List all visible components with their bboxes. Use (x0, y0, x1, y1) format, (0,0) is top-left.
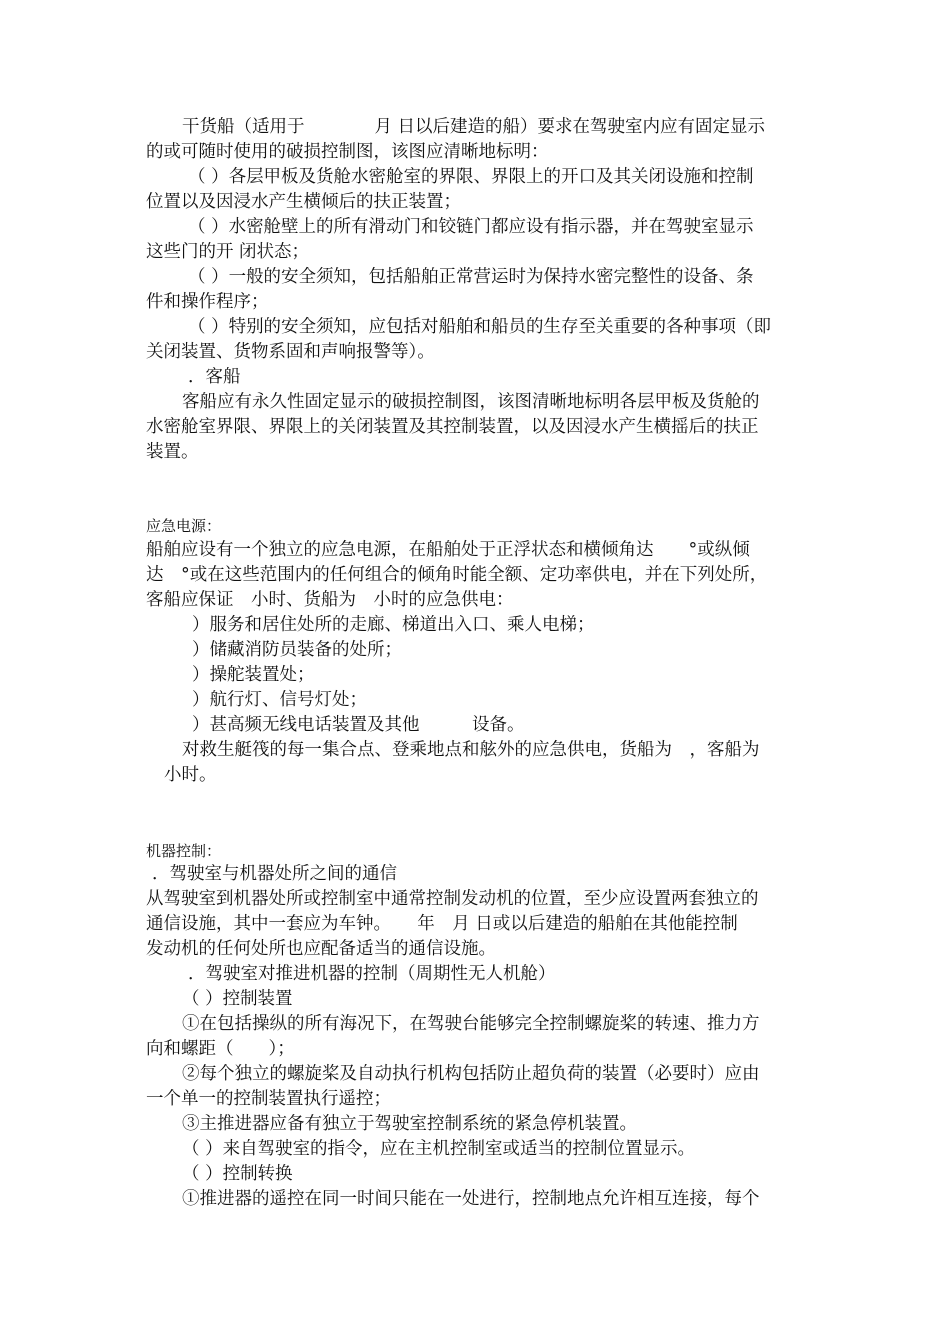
subheading: ．客船 (188, 367, 241, 387)
paragraph-line: 向和螺距（ ）； (146, 1039, 295, 1059)
paragraph-line: 件和操作程序； (146, 292, 269, 312)
list-item: （ ）各层甲板及货舱水密舱室的界限、界限上的开口及其关闭设施和控制 (188, 167, 754, 187)
paragraph-line: 水密舱室界限、界限上的关闭装置及其控制装置，以及因浸水产生横摇后的扶正 (146, 417, 759, 437)
paragraph-line: 干货船（适用于 月 日以后建造的船）要求在驾驶室内应有固定显示 (182, 117, 766, 137)
paragraph-line: 发动机的任何处所也应配备适当的通信设施。 (146, 939, 496, 959)
list-item: ①在包括操纵的所有海况下，在驾驶台能够完全控制螺旋桨的转速、推力方 (182, 1014, 760, 1034)
paragraph-line: 船舶应设有一个独立的应急电源，在船舶处于正浮状态和横倾角达 °或纵倾 (146, 540, 750, 560)
paragraph-line: 位置以及因浸水产生横倾后的扶正装置； (146, 192, 461, 212)
subheading: ．驾驶室对推进机器的控制（周期性无人机舱） (188, 964, 556, 984)
list-item: ②每个独立的螺旋桨及自动执行机构包括防止超负荷的装置（必要时）应由 (182, 1064, 760, 1084)
paragraph-line: 客船应保证 小时、货船为 小时的应急供电： (146, 590, 514, 610)
list-item: （ ）水密舱壁上的所有滑动门和铰链门都应设有指示器，并在驾驶室显示 (188, 217, 754, 237)
list-item: ）甚高频无线电话装置及其他 设备。 (192, 715, 525, 735)
list-item: ）服务和居住处所的走廊、梯道出入口、乘人电梯； (192, 615, 595, 635)
paragraph-line: 达 °或在这些范围内的任何组合的倾角时能全额、定功率供电，并在下列处所， (146, 565, 768, 585)
section-heading: 应急电源： (146, 517, 222, 535)
list-item: （ ）一般的安全须知，包括船舶正常营运时为保持水密完整性的设备、条 (188, 267, 754, 287)
list-item: （ ）控制转换 (182, 1164, 293, 1184)
paragraph-line: 对救生艇筏的每一集合点、登乘地点和舷外的应急供电，货船为 ，客船为 (182, 740, 760, 760)
list-item: ）航行灯、信号灯处； (192, 690, 367, 710)
paragraph-line: 的或可随时使用的破损控制图，该图应清晰地标明： (146, 142, 549, 162)
list-item: （ ）来自驾驶室的指令，应在主机控制室或适当的控制位置显示。 (182, 1139, 696, 1159)
paragraph-line: 这些门的开 闭状态； (146, 242, 310, 262)
list-item: （ ）控制装置 (182, 989, 293, 1009)
paragraph-line: 一个单一的控制装置执行遥控； (146, 1089, 391, 1109)
paragraph-line: 关闭装置、货物系固和声响报警等）。 (146, 342, 435, 362)
paragraph-line: 从驾驶室到机器处所或控制室中通常控制发动机的位置，至少应设置两套独立的 (146, 889, 759, 909)
paragraph-line: 客船应有永久性固定显示的破损控制图，该图清晰地标明各层甲板及货舱的 (182, 392, 760, 412)
paragraph-line: 通信设施，其中一套应为车钟。 年 月 日或以后建造的船舶在其他能控制 (146, 914, 738, 934)
list-item: ）储藏消防员装备的处所； (192, 640, 402, 660)
paragraph-line: 小时。 (164, 765, 217, 785)
section-heading: 机器控制： (146, 842, 222, 860)
list-item: ）操舵装置处； (192, 665, 315, 685)
subheading: ．驾驶室与机器处所之间的通信 (152, 864, 397, 884)
paragraph-line: 装置。 (146, 442, 199, 462)
list-item: ①推进器的遥控在同一时间只能在一处进行，控制地点允许相互连接，每个 (182, 1189, 760, 1209)
list-item: （ ）特别的安全须知，应包括对船舶和船员的生存至关重要的各种事项（即 (188, 317, 772, 337)
list-item: ③主推进器应备有独立于驾驶室控制系统的紧急停机装置。 (182, 1114, 637, 1134)
